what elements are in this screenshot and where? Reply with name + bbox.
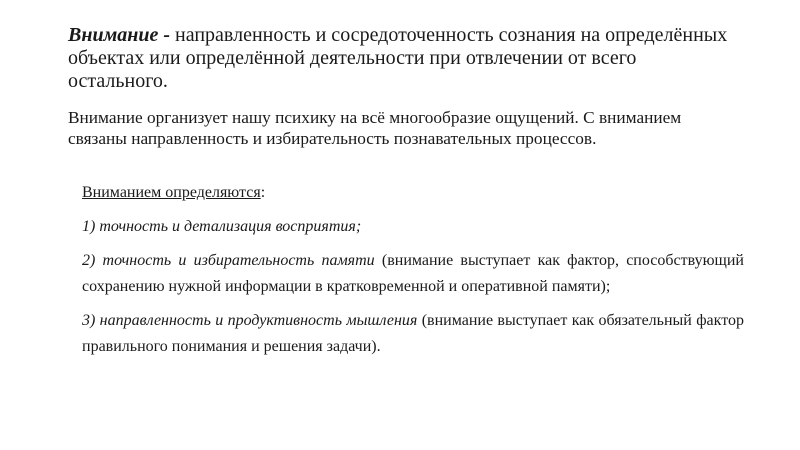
- list-item-1-lead: 1) точность и детализация восприятия;: [82, 218, 362, 235]
- list-item-3-rest: (внимание выступает как обязательный фактор правильного понимания и решения задачи).: [82, 312, 745, 355]
- definition-term: Внимание -: [68, 24, 171, 46]
- definition-text: направленность и сосредоточенность сознания на определённых объектах или определённой деятельности при отвлечении от всего остального.: [68, 24, 728, 92]
- attention-list: [82, 180, 744, 368]
- list-item-1: [82, 214, 744, 240]
- list-item-2: [82, 248, 744, 300]
- definition-paragraph: [68, 24, 728, 93]
- list-heading-line: [82, 180, 744, 206]
- list-item-3: [82, 308, 744, 360]
- list-heading-colon: :: [260, 184, 266, 201]
- list-item-2-rest: (внимание выступает как фактор, способствующий сохранению нужной информации в кратковременной и оперативной памяти);: [82, 252, 744, 295]
- list-item-3-lead: 3) направленность и продуктивность мышления: [82, 312, 418, 329]
- intro-paragraph: Внимание организует нашу психику на всё многообразие ощущений. С вниманием связаны направленность и избирательность познавательных процессов.: [68, 108, 682, 148]
- list-heading: Вниманием определяются: [82, 184, 261, 201]
- list-item-2-lead: 2) точность и избирательность памяти: [82, 252, 375, 269]
